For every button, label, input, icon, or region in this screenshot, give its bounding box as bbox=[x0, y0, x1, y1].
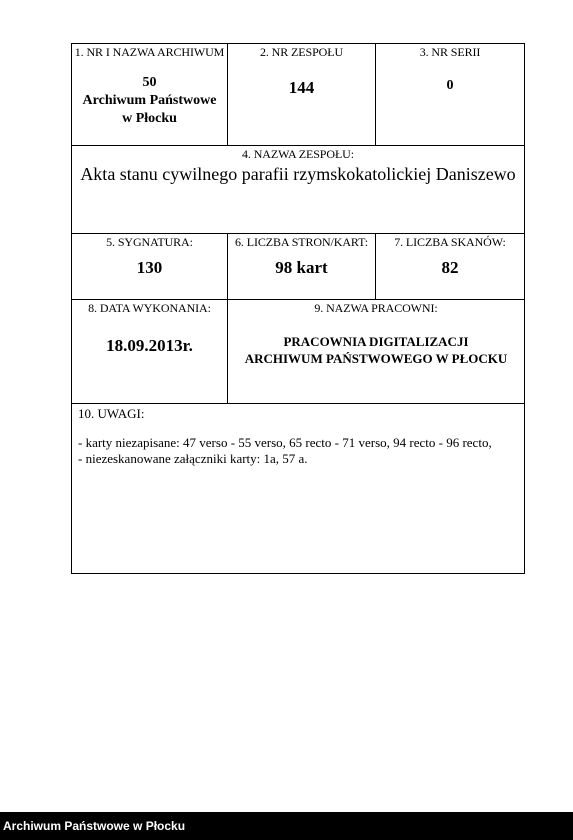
form-row-counts bbox=[72, 234, 524, 300]
remarks-label: 10. UWAGI: bbox=[78, 406, 145, 421]
archive-number: 50 bbox=[142, 75, 157, 90]
collection-number-label: 2. NR ZESPOŁU bbox=[259, 45, 344, 59]
archive-value bbox=[72, 74, 227, 128]
archive-cell bbox=[72, 44, 228, 145]
execution-date-cell bbox=[72, 300, 228, 403]
collection-name-value: Akta stanu cywilnego parafii rzymskokatolickiej Daniszewo bbox=[80, 164, 516, 184]
execution-date-value: 18.09.2013r. bbox=[106, 336, 193, 355]
signature-cell bbox=[72, 234, 228, 299]
footer-bar bbox=[0, 812, 573, 840]
collection-name-cell bbox=[72, 146, 524, 233]
archive-name-line2: w Płocku bbox=[122, 111, 177, 126]
remarks-line: - karty niezapisane: 47 verso - 55 verso, 65 recto - 71 verso, 94 recto - 96 recto, bbox=[78, 435, 492, 450]
series-number-value: 0 bbox=[446, 78, 454, 93]
scans-count-value: 82 bbox=[441, 258, 459, 277]
pages-count-value: 98 kart bbox=[275, 258, 328, 277]
pages-count-cell bbox=[228, 234, 376, 299]
series-number-cell bbox=[376, 44, 524, 145]
lab-name-line2: ARCHIWUM PAŃSTWOWEGO W PŁOCKU bbox=[244, 351, 508, 366]
form-row-archive bbox=[72, 44, 524, 146]
footer-archive-name: Archiwum Państwowe w Płocku bbox=[3, 819, 186, 833]
collection-number-value: 144 bbox=[288, 78, 315, 97]
remarks-line: - niezeskanowane załączniki karty: 1a, 57 a. bbox=[78, 451, 308, 466]
lab-name-value bbox=[228, 333, 524, 367]
archive-label: 1. NR I NAZWA ARCHIWUM bbox=[74, 45, 225, 59]
remarks-body bbox=[78, 435, 518, 467]
scans-count-cell bbox=[376, 234, 524, 299]
lab-name-line1: PRACOWNIA DIGITALIZACJI bbox=[283, 334, 469, 349]
collection-name-label: 4. NAZWA ZESPOŁU: bbox=[242, 147, 354, 161]
form-row-collection-name bbox=[72, 146, 524, 234]
collection-number-cell bbox=[228, 44, 376, 145]
form-row-execution bbox=[72, 300, 524, 404]
archive-name-line1: Archiwum Państwowe bbox=[82, 93, 217, 108]
lab-name-cell bbox=[228, 300, 524, 403]
scans-count-label: 7. LICZBA SKANÓW: bbox=[394, 235, 506, 249]
form-row-remarks bbox=[72, 404, 524, 574]
metadata-form bbox=[71, 43, 525, 574]
signature-label: 5. SYGNATURA: bbox=[106, 235, 193, 249]
signature-value: 130 bbox=[136, 258, 163, 277]
execution-date-label: 8. DATA WYKONANIA: bbox=[88, 301, 211, 315]
series-number-label: 3. NR SERII bbox=[419, 45, 481, 59]
lab-name-label: 9. NAZWA PRACOWNI: bbox=[314, 301, 438, 315]
pages-count-label: 6. LICZBA STRON/KART: bbox=[235, 235, 368, 249]
